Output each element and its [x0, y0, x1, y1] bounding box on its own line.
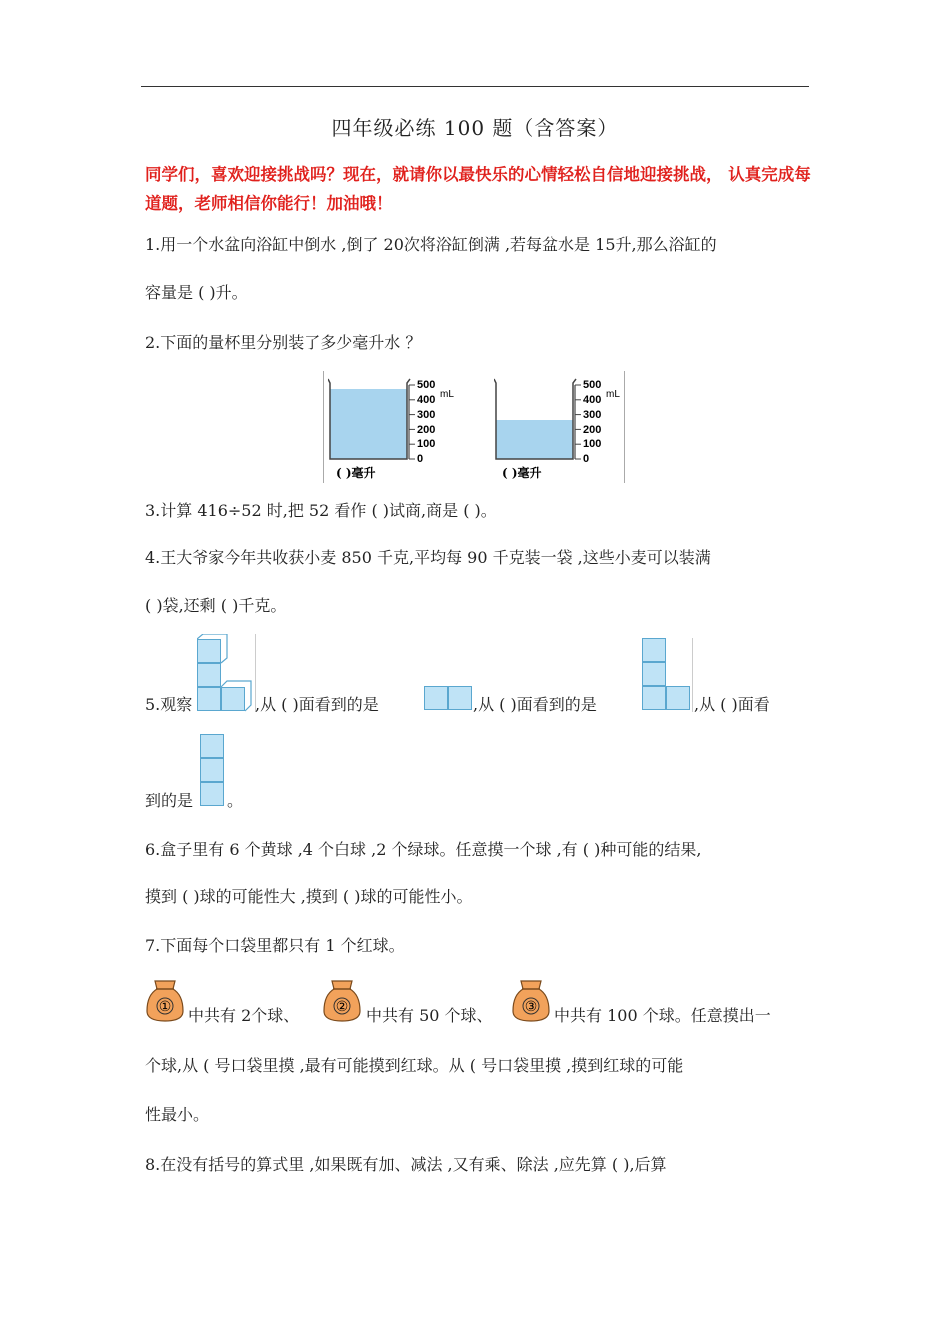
- question-5-part-2: ,从 ( )面看到的是: [473, 695, 597, 714]
- question-1-line-2: 容量是 ( )升。: [145, 283, 248, 302]
- beaker-2-unit: mL: [606, 389, 620, 400]
- beaker-2-tick-400: 400: [583, 394, 602, 406]
- beaker-2-tick-200: 200: [583, 424, 602, 436]
- cube: [642, 638, 666, 662]
- beaker-2-tick-0: 0: [583, 453, 590, 465]
- beaker-2-water: [496, 420, 573, 459]
- beaker-1-tick-300: 300: [417, 409, 436, 421]
- beaker-2: [494, 375, 629, 481]
- cube: [448, 686, 472, 710]
- view-figure-2: [642, 638, 693, 712]
- question-5-part-1: ,从 ( )面看到的是: [255, 695, 379, 714]
- beaker-1-tick-400: 400: [417, 394, 436, 406]
- cube-depth-lines: [197, 634, 255, 712]
- question-7-line-2: 个球,从 ( 号口袋里摸 ,最有可能摸到红球。从 ( 号口袋里摸 ,摸到红球的可能: [145, 1056, 684, 1075]
- beaker-1-answer: ( )毫升: [336, 466, 376, 480]
- bag-1-icon: [143, 977, 187, 1023]
- cube: [424, 686, 448, 710]
- question-7-after-1: 中共有 2个球、: [188, 1006, 300, 1025]
- beaker-2-tick-300: 300: [583, 409, 602, 421]
- question-5-line-2: 到的是: [145, 791, 194, 810]
- beaker-figure: [323, 371, 625, 483]
- question-4-line-2: ( )袋,还剩 ( )千克。: [145, 596, 287, 615]
- cube: [200, 734, 224, 758]
- question-4-line-1: 4.王大爷家今年共收获小麦 850 千克,平均每 90 千克装一袋 ,这些小麦可以装满: [145, 548, 711, 567]
- cube-solid-figure: [197, 634, 256, 712]
- beaker-1-tick-100: 100: [417, 438, 436, 450]
- question-7-after-2: 中共有 50 个球、: [366, 1006, 493, 1025]
- beaker-1: [328, 375, 463, 481]
- beaker-2-tick-500: 500: [583, 379, 602, 391]
- question-5-line-2-end: 。: [227, 791, 244, 810]
- bag-2-icon: [320, 977, 364, 1023]
- cube: [200, 758, 224, 782]
- cube: [642, 662, 666, 686]
- bag-3-icon: [509, 977, 553, 1023]
- beaker-2-answer: ( )毫升: [502, 466, 542, 480]
- cube: [642, 686, 666, 710]
- view-figure-3: [200, 734, 226, 808]
- question-5-prefix: 5.观察: [145, 695, 193, 714]
- beaker-1-tick-200: 200: [417, 424, 436, 436]
- cube: [200, 782, 224, 806]
- question-7-text: 7.下面每个口袋里都只有 1 个红球。: [145, 936, 405, 955]
- bag-2-label: ②: [335, 999, 349, 1015]
- page-title: 四年级必练 100 题（含答案）: [331, 116, 619, 140]
- cube: [666, 686, 690, 710]
- question-6-line-1: 6.盒子里有 6 个黄球 ,4 个白球 ,2 个绿球。任意摸一个球 ,有 ( )种可能的结果,: [145, 840, 702, 859]
- question-8-text: 8.在没有括号的算式里 ,如果既有加、减法 ,又有乘、除法 ,应先算 ( ),后算: [145, 1155, 667, 1174]
- bag-3-label: ③: [524, 999, 538, 1015]
- question-7-line-3: 性最小。: [145, 1105, 210, 1124]
- question-6-line-2: 摸到 ( )球的可能性大 ,摸到 ( )球的可能性小。: [145, 887, 473, 906]
- beaker-1-water: [330, 389, 407, 459]
- beaker-1-tick-500: 500: [417, 379, 436, 391]
- bag-1-label: ①: [158, 999, 172, 1015]
- question-1-line-1: 1.用一个水盆向浴缸中倒水 ,倒了 20次将浴缸倒满 ,若每盆水是 15升,那么浴缸的: [145, 235, 717, 254]
- top-rule: [141, 86, 809, 87]
- view-figure-1: [424, 686, 472, 710]
- beaker-2-tick-100: 100: [583, 438, 602, 450]
- question-3-text: 3.计算 416÷52 时,把 52 看作 ( )试商,商是 ( )。: [145, 501, 497, 520]
- question-5-part-3: ,从 ( )面看: [694, 695, 770, 714]
- intro-text: 同学们，喜欢迎接挑战吗？现在，就请你以最快乐的心情轻松自信地迎接挑战， 认真完成每道题，老师相信你能行！加油哦！: [145, 165, 811, 213]
- beaker-1-tick-0: 0: [417, 453, 424, 465]
- beaker-1-unit: mL: [440, 389, 454, 400]
- question-2-text: 2.下面的量杯里分别装了多少毫升水 ？: [145, 333, 422, 352]
- question-7-after-3: 中共有 100 个球。任意摸出一: [554, 1006, 771, 1025]
